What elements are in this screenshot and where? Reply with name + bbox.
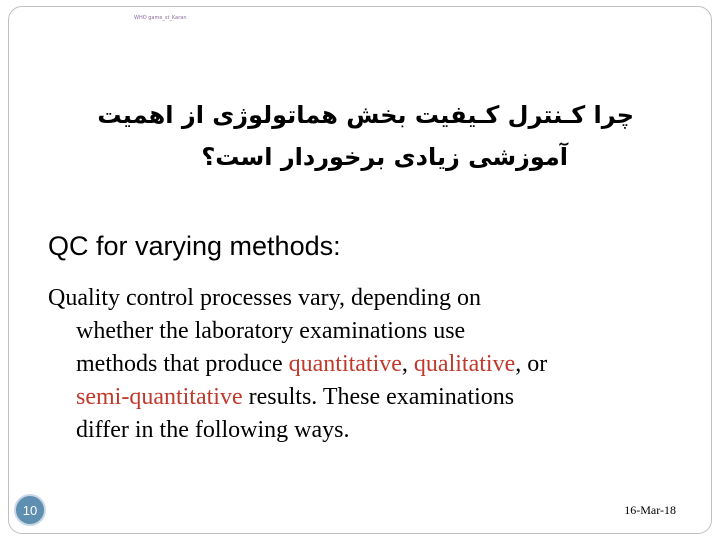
body-line-2-text: whether the laboratory examinations use bbox=[76, 318, 466, 344]
separator-1: , bbox=[401, 351, 414, 377]
body-line-5-text: differ in the following ways. bbox=[76, 417, 350, 443]
body-line-2 bbox=[48, 315, 622, 348]
term-semi-quantitative: semi-quantitative bbox=[76, 384, 243, 410]
body-line-3-text: methods that produce bbox=[76, 351, 289, 377]
body-line-5 bbox=[48, 414, 622, 447]
persian-title-line-1: چرا کـنترل کـیفیت بخش هماتولوژی از اهمیت bbox=[97, 101, 634, 129]
slide-frame bbox=[8, 6, 712, 534]
page-number-badge bbox=[14, 494, 46, 526]
persian-title bbox=[34, 94, 634, 178]
date-label: 16-Mar-18 bbox=[624, 503, 676, 517]
body-line-4-text: results. These examinations bbox=[242, 384, 515, 410]
term-qualitative: qualitative bbox=[413, 351, 516, 377]
persian-title-line-2: آموزشی زیادی برخوردار است؟ bbox=[201, 143, 568, 171]
body-line-1: Quality control processes vary, depending on bbox=[48, 285, 481, 311]
body-line-3 bbox=[48, 348, 622, 381]
body-paragraph bbox=[48, 282, 622, 447]
section-heading: QC for varying methods: bbox=[48, 231, 341, 261]
body-line-4 bbox=[48, 381, 622, 414]
page-number: 10 bbox=[22, 502, 38, 518]
term-quantitative: quantitative bbox=[288, 351, 402, 377]
separator-2: , or bbox=[515, 351, 548, 377]
header-mark: WHO game_st_Karan bbox=[134, 15, 187, 21]
